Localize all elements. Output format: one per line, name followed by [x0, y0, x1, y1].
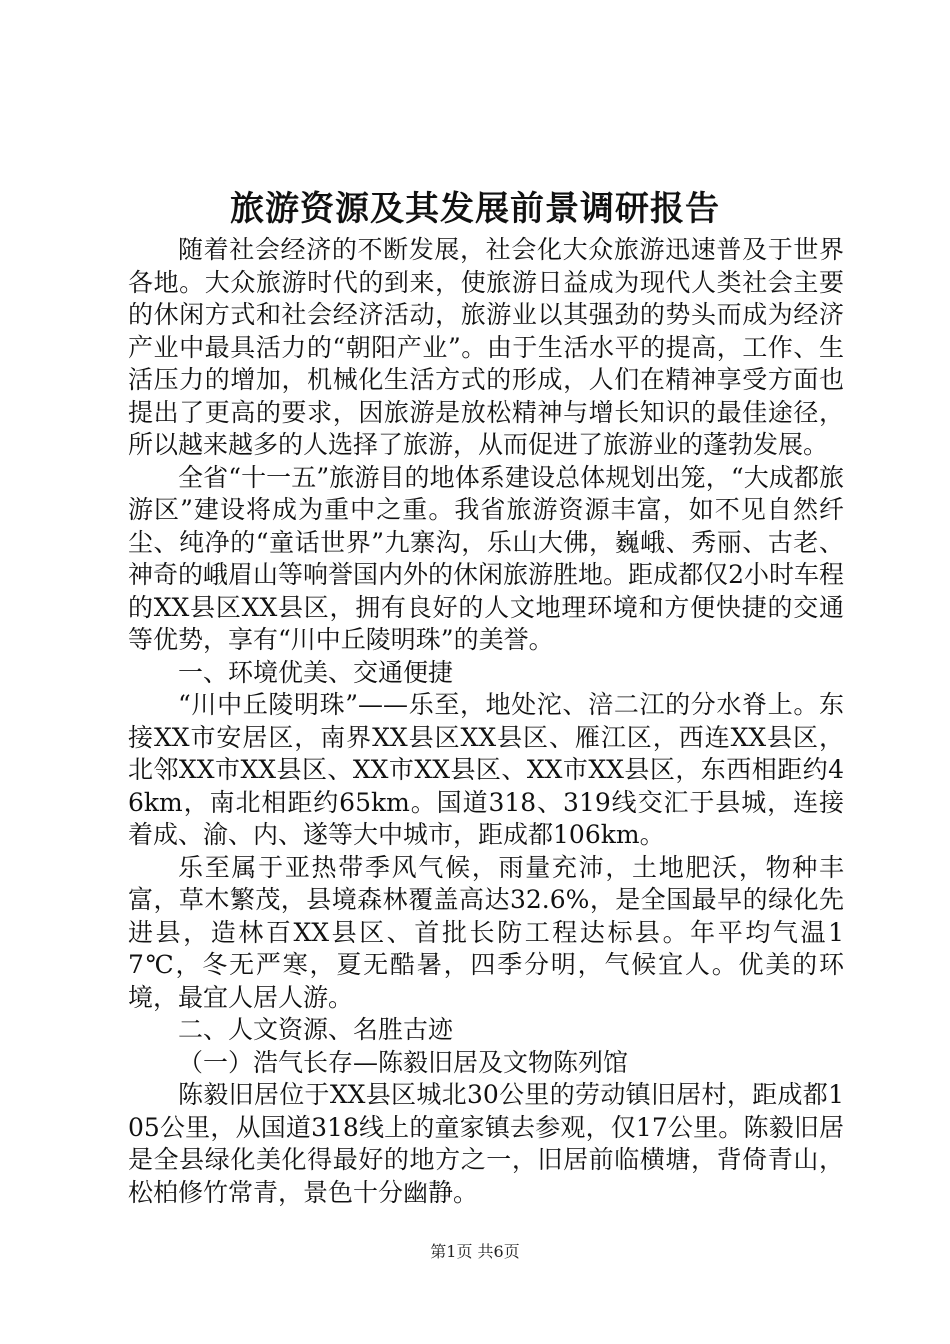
- paragraph-section1-1: “川中丘陵明珠”——乐至，地处沱、涪二江的分水脊上。东接XX市安居区，南界XX县区XX县区、雁江区，西连XX县区，北邻XX市XX县区、XX市XX县区、XX市XX县区，东西相距约46km，南北相距约65km。国道318、319线交汇于县城，连接着成、渝、内、遂等大中城市，距成都106km。: [128, 690, 844, 849]
- document-body: [128, 234, 844, 1209]
- section-heading-1: 一、环境优美、交通便捷: [178, 657, 454, 687]
- paragraph-section1-2: 乐至属于亚热带季风气候，雨量充沛，土地肥沃，物种丰富，草木繁茂，县境森林覆盖高达32.6%，是全国最早的绿化先进县，造林百XX县区、首批长防工程达标县。年平均气温17℃，冬无严寒，夏无酷暑，四季分明，气候宜人。优美的环境，最宜人居人游。: [128, 852, 844, 1012]
- section-heading-2: 二、人文资源、名胜古迹: [178, 1015, 454, 1044]
- paragraph-intro-2: 全省“十一五”旅游目的地体系建设总体规划出笼，“大成都旅游区”建设将成为重中之重。我省旅游资源丰富，如不见自然纤尘、纯净的“童话世界”九寨沟，乐山大佛，巍峨、秀丽、古老、神奇的峨眉山等响誉国内外的休闲旅游胜地。距成都仅2小时车程的XX县区XX县区，拥有良好的人文地理环境和方便快捷的交通等优势，享有“川中丘陵明珠”的美誉。: [128, 462, 844, 654]
- page-number-footer: 第1页 共6页: [430, 1242, 520, 1261]
- paragraph-intro-1: 随着社会经济的不断发展，社会化大众旅游迅速普及于世界各地。大众旅游时代的到来，使旅游日益成为现代人类社会主要的休闲方式和社会经济活动，旅游业以其强劲的势头而成为经济产业中最具活力的“朝阳产业”。由于生活水平的提高，工作、生活压力的增加，机械化生活方式的形成，人们在精神享受方面也提出了更高的要求，因旅游是放松精神与增长知识的最佳途径，所以越来越多的人选择了旅游，从而促进了旅游业的蓬勃发展。: [128, 235, 844, 459]
- subsection-heading-2-1: （一）浩气长存—陈毅旧居及文物陈列馆: [178, 1047, 629, 1077]
- paragraph-section2-1: 陈毅旧居位于XX县区城北30公里的劳动镇旧居村，距成都105公里，从国道318线上的童家镇去参观，仅17公里。陈毅旧居是全县绿化美化得最好的地方之一，旧居前临横塘，背倚青山，松柏修竹常青，景色十分幽静。: [128, 1080, 844, 1207]
- document-title: 旅游资源及其发展前景调研报告: [230, 189, 720, 229]
